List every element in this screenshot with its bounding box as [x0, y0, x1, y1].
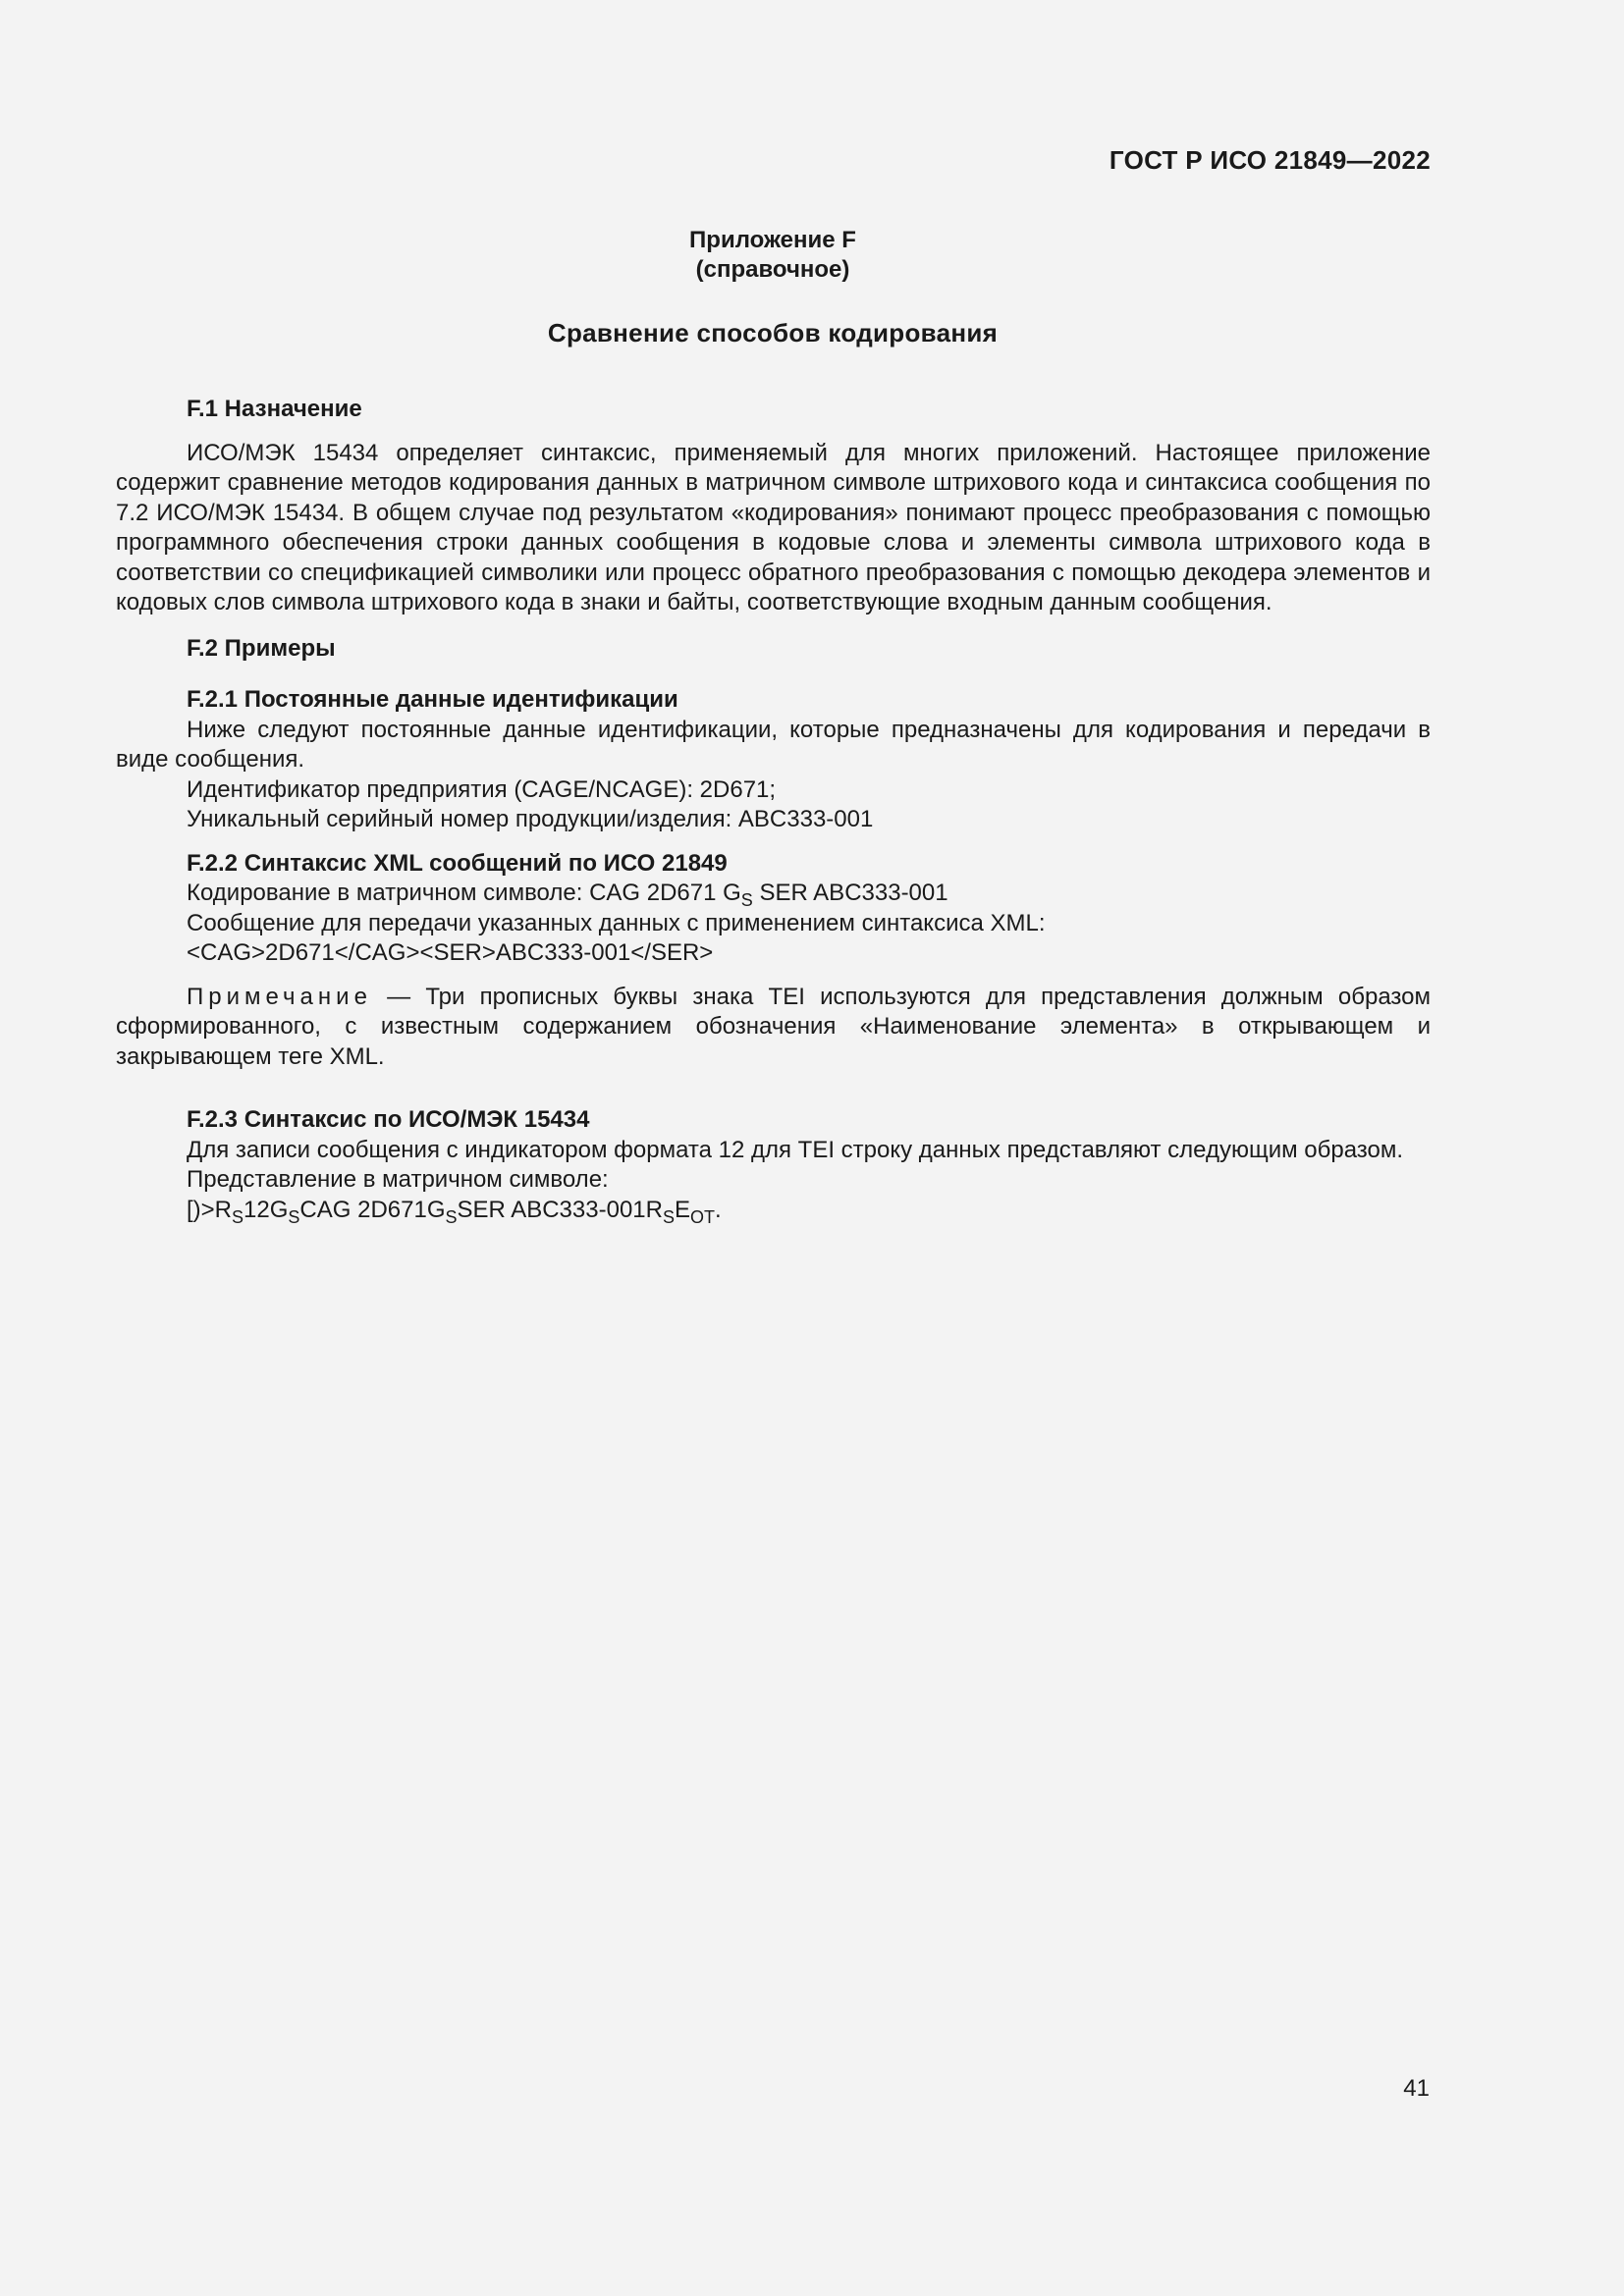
document-header: ГОСТ Р ИСО 21849—2022 [1109, 145, 1431, 175]
seq-part: E [674, 1196, 690, 1223]
note-text: Три прописных буквы знака TEI используются для представления должным образом сформированного, с известным содержанием обозначения «Наименование элемента» в открывающем и закрывающем теге XML. [116, 983, 1431, 1070]
seq-part: SER ABC333-001R [457, 1196, 663, 1223]
seq-part: [)>R [187, 1196, 233, 1223]
matrix-representation-sequence [116, 1196, 1431, 1226]
seq-sub: S [445, 1206, 458, 1227]
seq-sub: S [288, 1206, 300, 1227]
page-number: 41 [1403, 2075, 1430, 2102]
document-body [116, 395, 1431, 1225]
section-f21-heading: F.2.1 Постоянные данные идентификации [187, 686, 678, 713]
seq-part: CAG 2D671G [299, 1196, 446, 1223]
seq-sub: S [232, 1206, 244, 1227]
section-f23-heading: F.2.3 Синтаксис по ИСО/МЭК 15434 [187, 1106, 590, 1133]
serial-number-line: Уникальный серийный номер продукции/изделия: ABC333-001 [187, 806, 874, 832]
annex-title-block [0, 226, 1545, 285]
section-f21-text: Ниже следуют постоянные данные идентификации, которые предназначены для кодирования и передачи в виде сообщения. [116, 716, 1431, 773]
note-dash: — [371, 983, 426, 1010]
encoding-suffix: SER ABC333-001 [752, 880, 948, 906]
seq-part: . [715, 1196, 722, 1223]
seq-sub: S [662, 1206, 675, 1227]
enterprise-id-line: Идентификатор предприятия (CAGE/NCAGE): 2D671; [187, 775, 777, 803]
xml-message-intro: Сообщение для передачи указанных данных с применением синтаксиса XML: [187, 909, 1046, 936]
seq-part: 12G [244, 1196, 289, 1223]
matrix-representation-intro: Представление в матричном символе: [187, 1166, 609, 1193]
section-f2-heading: F.2 Примеры [187, 634, 336, 662]
section-f22-heading: F.2.2 Синтаксис XML сообщений по ИСО 21849 [187, 849, 728, 877]
section-f1-heading: F.1 Назначение [187, 396, 362, 422]
annex-name: Сравнение способов кодирования [547, 318, 999, 347]
seq-sub: OT [690, 1206, 715, 1227]
section-f23-text: Для записи сообщения с индикатором формата 12 для TEI строку данных представляют следующим образом. [187, 1136, 1404, 1163]
section-f1-text: ИСО/МЭК 15434 определяет синтаксис, применяемый для многих приложений. Настоящее приложение содержит сравнение методов кодирования данных в матричном символе штрихового кода и синтаксиса сообщения по 7.2 ИСО/МЭК 15434. В общем случае под результатом «кодирования» понимают процесс преобразования с помощью программного обеспечения строки данных сообщения в кодовые слова и элементы символа штрихового кода в соответствии со спецификацией символики или процесс обратного преобразования с помощью декодера элементов и кодовых слов символа штрихового кода в знаки и байты, соответствующие входным данным сообщения. [116, 439, 1431, 615]
annex-title: Приложение F [689, 227, 856, 253]
note-label: Примечание [187, 983, 372, 1010]
matrix-encoding-line [116, 879, 1431, 909]
encoding-subscript: S [740, 890, 753, 910]
xml-message: <CAG>2D671</CAG><SER>ABC333-001</SER> [187, 939, 714, 966]
encoding-prefix: Кодирование в матричном символе: CAG 2D671 G [187, 880, 741, 906]
annex-type: (справочное) [695, 256, 850, 283]
note [116, 983, 1431, 1073]
